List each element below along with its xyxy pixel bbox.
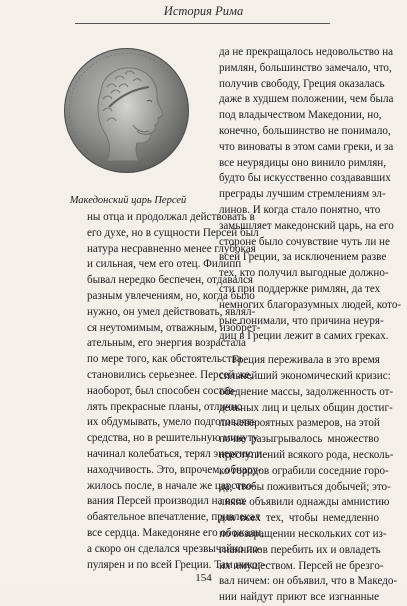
text-line: что виноваты в этом сами греки, и за — [219, 140, 394, 153]
text-line: обеднение массы, задолженность от- — [219, 385, 394, 398]
text-line: по мере того, как обстоятельства — [87, 353, 242, 366]
text-line: замышляет македонский царь, на его — [219, 219, 394, 232]
text-line: нии найдут приют все изгнанные — [219, 591, 379, 604]
text-line: начинал колебаться, терял энергию и — [87, 447, 263, 460]
text-line: натура несравненно менее глубокая — [87, 242, 256, 255]
coin-portrait-image — [63, 47, 190, 174]
text-line: находчивость. Это, впрочем, обнару- — [87, 463, 262, 476]
text-line: ли невероятных размеров, на этой — [219, 417, 380, 430]
text-line: под владычеством Македонии, но, — [219, 109, 382, 122]
text-line: лияне объявили однажды амнистию — [219, 496, 390, 509]
text-line: все неурядицы оно винило римлян, — [219, 156, 387, 169]
text-line: почве разыгрывалось множество — [219, 433, 379, 446]
text-line: разным увлечениям, но, когда было — [87, 289, 255, 302]
text-line: лять прекрасные планы, отлично — [87, 400, 243, 413]
text-line: пулярен и по всей Греции. Там никог- — [87, 558, 266, 571]
text-line: гнанников перебить их и овладеть — [219, 543, 381, 556]
text-line: диц в Греции лежит в самих греках. — [219, 330, 389, 343]
text-line: немногих благоразумных людей, кото- — [219, 298, 402, 311]
text-line: даже в худшем положении, чем была — [219, 93, 394, 106]
text-line: будто бы искусственно создававших — [219, 172, 391, 185]
text-line: для всех тех, чтобы немедленно — [219, 512, 379, 525]
text-line: его духе, но в сущности Персей был — [87, 226, 259, 239]
text-line: линов. И когда стало понятно, что — [219, 203, 381, 216]
text-line: сильнейший экономический кризис: — [219, 369, 391, 382]
text-line: вал ничем: он объявил, что в Македо- — [219, 575, 398, 588]
text-line: обаятельное впечатление, привлекал — [87, 511, 261, 524]
page-number: 154 — [195, 572, 212, 584]
text-line: становились серьезнее. Персей же, — [87, 368, 253, 381]
left-text-column — [87, 210, 266, 573]
text-line: вания Персей производил на всех — [87, 495, 246, 508]
text-line: да, чтобы поживиться добычей; это- — [219, 480, 391, 493]
text-line: и сильная, чем его отец. Филипп — [87, 258, 242, 271]
text-line: по возвращении нескольких сот из- — [219, 527, 387, 540]
text-line: тех, кто получил выгодные должно- — [219, 267, 389, 280]
text-line: жилось после, в начале же царство- — [87, 479, 256, 492]
text-line: бывал нередко беспечен, отдавался — [87, 274, 254, 287]
header-rule — [75, 23, 330, 24]
text-line: ко городов ограбили соседние горо- — [219, 464, 389, 477]
running-head: История Рима — [163, 4, 244, 18]
text-line: римлян, большинство замечало, что, — [219, 61, 392, 74]
text-line: конечно, большинство не понимало, — [219, 124, 391, 137]
text-line: нужно, он умел действовать, являл- — [87, 305, 256, 318]
text-line: всей Греции, за исключением развe — [219, 251, 387, 264]
text-line: их обдумывать, умело подготовлять — [87, 416, 257, 429]
text-line: ны отца и продолжал действовать в — [87, 211, 255, 223]
text-line: а скоро он сделался чрезвычайно по- — [87, 542, 262, 555]
text-line: да не прекращалось недовольство на — [219, 46, 394, 58]
text-line: средства, но в решительную минуту — [87, 432, 259, 445]
figure-caption: Македонский царь Персей — [69, 195, 187, 206]
text-line: стороне было сочувствие чуть ли не — [219, 235, 390, 248]
paragraph-gap — [219, 345, 379, 353]
text-line: все сердца. Македоняне его обожали, — [87, 526, 264, 539]
text-line: преступлений всякого рода, несколь- — [219, 448, 394, 461]
right-text-column — [219, 45, 402, 606]
text-line: преграды лучшим стремлениям эл- — [219, 188, 386, 201]
text-line: рые понимали, что причина неуря- — [219, 314, 384, 327]
text-line: их имуществом. Персей не брезгo- — [219, 559, 384, 572]
text-line: наоборот, был способен состав- — [87, 384, 238, 397]
text-line: дельных лиц и целых общин достиг- — [219, 401, 393, 414]
text-line: получив свободу, Греция оказалась — [219, 77, 385, 90]
text-line: сти при поддержке римлян, да тех — [219, 282, 381, 295]
text-line: Греция переживала в это время — [232, 354, 380, 367]
text-line: ся неутомимым, отважным, изобрет- — [87, 321, 261, 334]
text-line: ательным, его энергия возрастала — [87, 337, 246, 350]
